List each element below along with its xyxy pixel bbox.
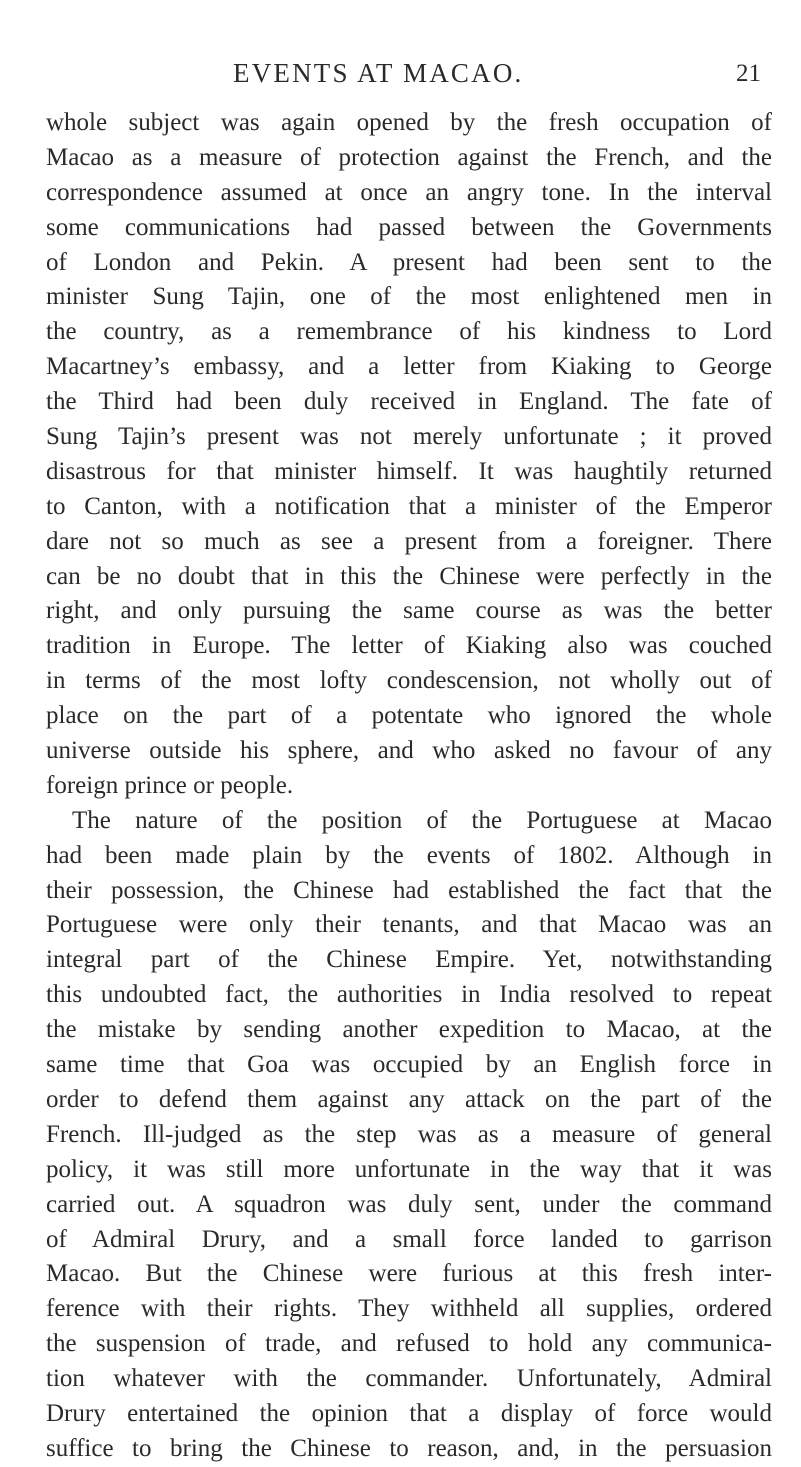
text-line: dare not so much as see a present from a foreigner. There: [46, 527, 772, 555]
text-line: minister Sung Tajin, one of the most enlightened men in: [46, 283, 772, 311]
text-line: same time that Goa was occupied by an English force in: [46, 1051, 772, 1079]
page-number: 21: [736, 60, 761, 87]
text-line: integral part of the Chinese Empire. Yet, notwithstanding: [46, 946, 772, 974]
text-line: place on the part of a potentate who ignored the whole: [46, 702, 772, 730]
running-head: EVENTS AT MACAO.: [233, 58, 524, 88]
text-line: Drury entertained the opinion that a display of force would: [46, 1399, 772, 1427]
page-header: [130, 58, 761, 98]
text-line: right, and only pursuing the same course as was the better: [46, 597, 772, 625]
text-line: policy, it was still more unfortunate in the way that it was: [46, 1155, 772, 1183]
text-line: tradition in Europe. The letter of Kiaking also was couched: [46, 632, 772, 660]
paragraph-last-line: foreign prince or people.: [46, 771, 294, 799]
paragraph-first-line: The nature of the position of the Portuguese at Macao: [72, 806, 772, 834]
text-line: to Canton, with a notification that a minister of the Emperor: [46, 492, 772, 520]
text-line: in terms of the most lofty condescension, not wholly out of: [46, 667, 772, 695]
text-line: this undoubted fact, the authorities in India resolved to repeat: [46, 981, 772, 1009]
text-line: some communications had passed between the Governments: [46, 213, 772, 241]
text-line: French. Ill-judged as the step was as a measure of general: [46, 1120, 772, 1148]
text-line: Macao. But the Chinese were furious at this fresh inter-: [46, 1260, 772, 1288]
text-line: ference with their rights. They withheld all supplies, ordered: [46, 1295, 772, 1323]
text-line: their possession, the Chinese had established the fact that the: [46, 876, 772, 904]
text-line: universe outside his sphere, and who asked no favour of any: [46, 737, 772, 765]
text-line: can be no doubt that in this the Chinese were perfectly in the: [46, 562, 772, 590]
text-line: Macao as a measure of protection against the French, and the: [46, 143, 772, 171]
text-line: the Third had been duly received in England. The fate of: [46, 388, 772, 416]
text-line: Sung Tajin’s present was not merely unfortunate ; it proved: [46, 423, 772, 451]
text-line: order to defend them against any attack on the part of the: [46, 1085, 772, 1113]
text-line: Macartney’s embassy, and a letter from Kiaking to George: [46, 353, 772, 381]
text-line: tion whatever with the commander. Unfortunately, Admiral: [46, 1365, 772, 1393]
text-line: suffice to bring the Chinese to reason, and, in the persuasion: [46, 1434, 772, 1462]
text-line: Portuguese were only their tenants, and that Macao was an: [46, 911, 772, 939]
text-line: the mistake by sending another expedition to Macao, at the: [46, 1016, 772, 1044]
text-line: of London and Pekin. A present had been sent to the: [46, 248, 772, 276]
text-line: of Admiral Drury, and a small force landed to garrison: [46, 1225, 772, 1253]
text-line: correspondence assumed at once an angry tone. In the interval: [46, 178, 772, 206]
text-line: disastrous for that minister himself. It was haughtily returned: [46, 457, 772, 485]
text-line: the country, as a remembrance of his kindness to Lord: [46, 318, 772, 346]
text-line: had been made plain by the events of 1802. Although in: [46, 841, 772, 869]
body-text: [46, 106, 772, 1467]
text-line: carried out. A squadron was duly sent, under the command: [46, 1190, 772, 1218]
text-line: whole subject was again opened by the fresh occupation of: [46, 109, 772, 136]
text-line: the suspension of trade, and refused to hold any communica-: [46, 1330, 772, 1358]
